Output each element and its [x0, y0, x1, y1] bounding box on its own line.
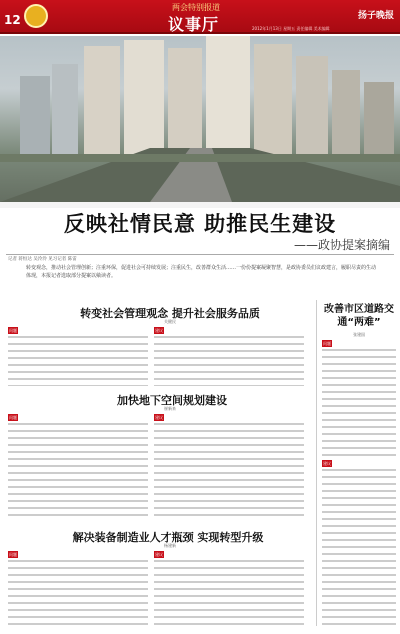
question-tag: 问题 [9, 328, 17, 333]
column-divider [316, 300, 317, 626]
city-skyline-photo [0, 36, 400, 202]
suggestion-tag: 建议 [155, 328, 163, 333]
article-text-4a [322, 347, 396, 457]
section-title-4: 改善市区道路交通“两难” [324, 304, 394, 328]
article-text-2a [8, 421, 148, 521]
intro-paragraph: 转变观念，推动社会管理创新；注重环保，促进社会可持续发展；注重民生，改善群众生活……一份份提案凝聚智慧，是政协委员们议政建言，履职尽责的生动体现，本报记者选取部分提案以飨读者。 [26, 265, 377, 279]
article-text-1a [8, 334, 148, 386]
suggestion-tag: 建议 [155, 415, 163, 420]
article-text-1b [154, 334, 304, 386]
question-tag: 问题 [9, 415, 17, 420]
page-number: 12 [4, 13, 21, 27]
cppcc-emblem-icon [24, 4, 48, 28]
divider [6, 254, 394, 255]
article-text-3a [8, 558, 148, 628]
section-title-3: 解决装备制造业人才瓶颈 实现转型升级 [72, 531, 264, 544]
article-text-2b [154, 421, 304, 521]
byline: 记者 蒋恒达 吴泠泠 见习记者 陈雷 [8, 257, 77, 262]
question-tag: 问题 [323, 341, 331, 346]
section-author-2: 崔新来 [164, 406, 176, 411]
article-text-3b [154, 558, 304, 628]
suggestion-tag: 建议 [323, 461, 331, 466]
suggestion-tag: 建议 [155, 552, 163, 557]
section-author-4: 张建国 [353, 332, 365, 337]
newspaper-header [0, 0, 400, 34]
main-headline: 反映社情民意 助推民生建设 [63, 212, 337, 236]
section-top: 两会特别报道 [172, 3, 220, 12]
article-text-4b [322, 467, 396, 627]
question-tag: 问题 [9, 552, 17, 557]
newspaper-brand: 扬子晚报 [357, 11, 394, 21]
section-author-1: 关健民 [164, 319, 176, 324]
sub-headline: ——政协提案摘编 [293, 238, 390, 252]
issue-meta: 2012年1月13日 星期五 责任编辑 美术编辑 [252, 26, 330, 31]
section-title-2: 加快地下空间规划建设 [117, 394, 227, 407]
section-author-3: 杨建新 [164, 543, 176, 548]
section-title-1: 转变社会管理观念 提升社会服务品质 [80, 307, 260, 320]
section-title: 议事厅 [168, 15, 220, 34]
